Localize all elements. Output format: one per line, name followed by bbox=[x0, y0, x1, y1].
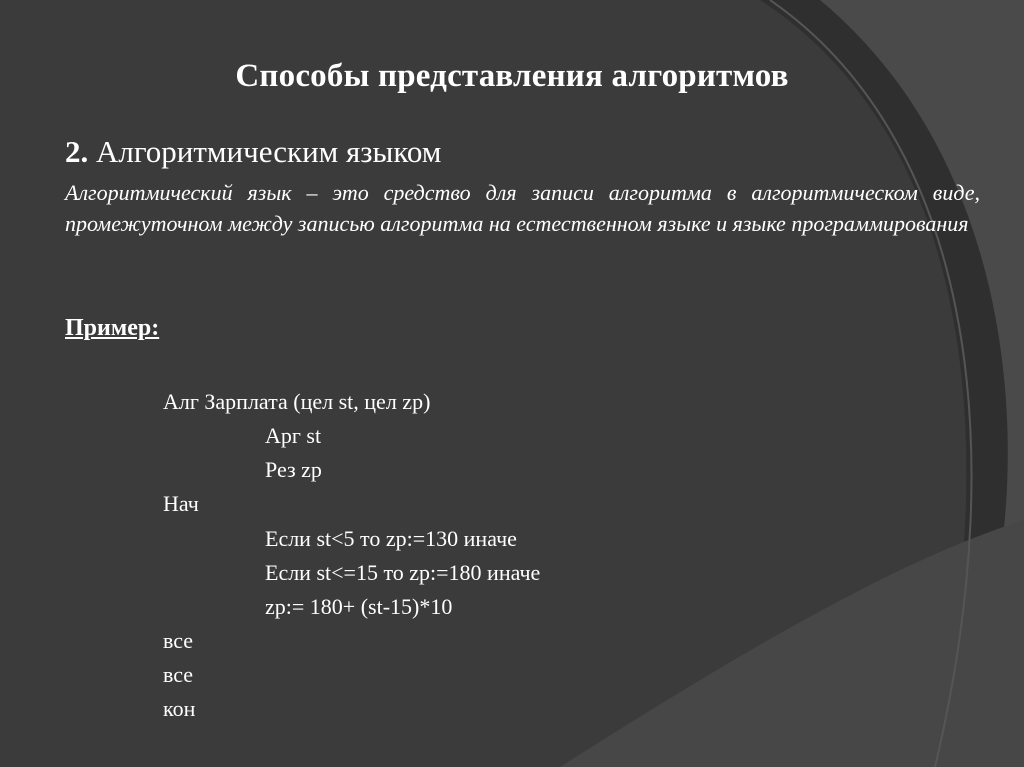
code-line: Алг Зарплата (цел st, цел zp) bbox=[163, 389, 431, 414]
section-heading bbox=[65, 134, 441, 170]
code-line: Нач bbox=[163, 491, 199, 516]
section-heading-text: Алгоритмическим языком bbox=[96, 134, 442, 169]
definition-paragraph: Алгоритмический язык – это средство для записи алгоритма в алгоритмическом виде, промежуточном между записью алгоритма на естественном языке и языке программирования bbox=[65, 180, 980, 236]
code-line: Рез zp bbox=[265, 457, 322, 482]
code-line: все bbox=[163, 628, 194, 653]
code-line: Арг st bbox=[265, 423, 322, 448]
section-number: 2. bbox=[65, 134, 89, 169]
code-line: Если st<5 то zp:=130 иначе bbox=[265, 526, 517, 551]
example-label: Пример: bbox=[65, 315, 160, 341]
code-line: Если st<=15 то zp:=180 иначе bbox=[265, 560, 541, 585]
code-line: zp:= 180+ (st-15)*10 bbox=[265, 594, 453, 619]
code-line: все bbox=[163, 662, 194, 687]
slide-title: Способы представления алгоритмов bbox=[235, 58, 789, 94]
code-line: кон bbox=[163, 696, 196, 721]
